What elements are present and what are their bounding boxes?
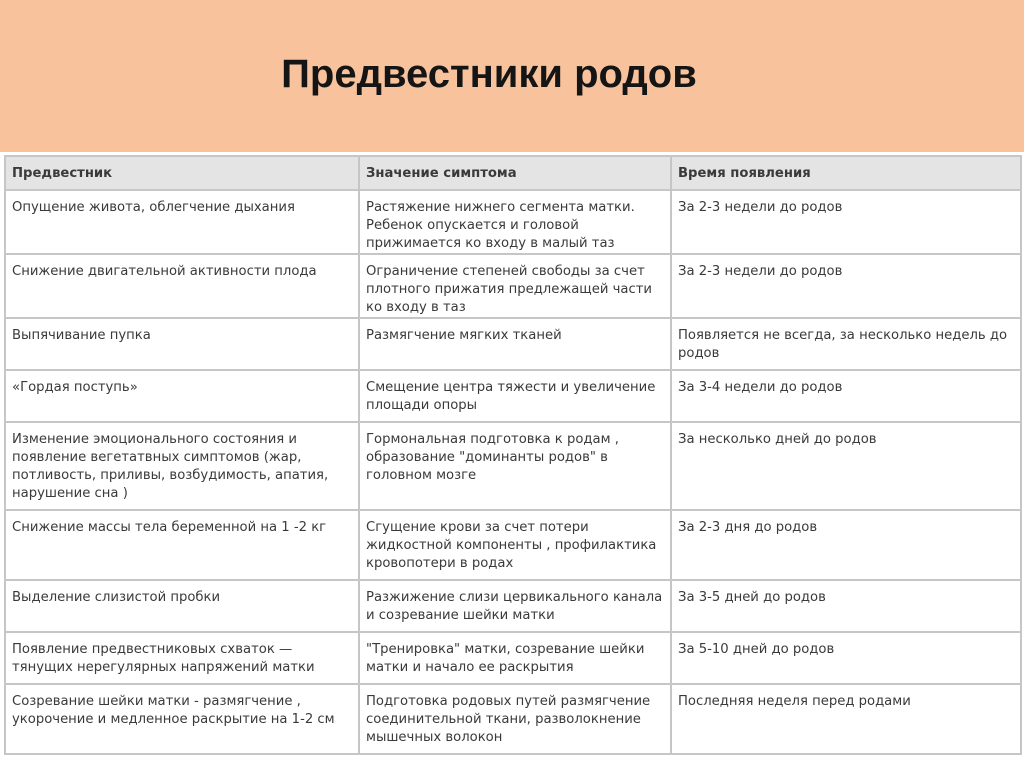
cell-harbinger: «Гордая поступь» (5, 370, 359, 422)
cell-harbinger: Созревание шейки матки - размягчение , укорочение и медленное раскрытие на 1-2 см (5, 684, 359, 754)
cell-meaning: Сгущение крови за счет потери жидкостной компоненты , профилактика кровопотери в родах (359, 510, 671, 580)
header-harbinger: Предвестник (5, 156, 359, 190)
cell-meaning: Размягчение мягких тканей (359, 318, 671, 370)
table-row (5, 190, 1021, 254)
cell-meaning: "Тренировка" матки, созревание шейки матки и начало ее раскрытия (359, 632, 671, 684)
title-bar (0, 0, 1024, 152)
cell-time: За 5-10 дней до родов (671, 632, 1021, 684)
cell-harbinger: Снижение двигательной активности плода (5, 254, 359, 318)
cell-harbinger: Появление предвестниковых схваток — тянущих нерегулярных напряжений матки (5, 632, 359, 684)
cell-time: Последняя неделя перед родами (671, 684, 1021, 754)
table-row (5, 510, 1021, 580)
cell-harbinger: Опущение живота, облегчение дыхания (5, 190, 359, 254)
table-row (5, 684, 1021, 754)
harbingers-table (4, 155, 1022, 755)
cell-harbinger: Выпячивание пупка (5, 318, 359, 370)
cell-meaning: Растяжение нижнего сегмента матки. Ребенок опускается и головой прижимается ко входу в малый таз (359, 190, 671, 254)
cell-time: Появляется не всегда, за несколько недель до родов (671, 318, 1021, 370)
cell-time: За 2-3 недели до родов (671, 254, 1021, 318)
table-row (5, 422, 1021, 510)
slide-title: Предвестники родов (281, 51, 697, 96)
cell-harbinger: Снижение массы тела беременной на 1 -2 кг (5, 510, 359, 580)
cell-meaning: Разжижение слизи цервикального канала и созревание шейки матки (359, 580, 671, 632)
table-header-row (5, 156, 1021, 190)
cell-time: За несколько дней до родов (671, 422, 1021, 510)
table-row (5, 318, 1021, 370)
cell-time: За 2-3 недели до родов (671, 190, 1021, 254)
header-time: Время появления (671, 156, 1021, 190)
cell-meaning: Подготовка родовых путей размягчение соединительной ткани, разволокнение мышечных волокон (359, 684, 671, 754)
cell-harbinger: Выделение слизистой пробки (5, 580, 359, 632)
cell-meaning: Смещение центра тяжести и увеличение площади опоры (359, 370, 671, 422)
table-row (5, 370, 1021, 422)
cell-time: За 3-4 недели до родов (671, 370, 1021, 422)
cell-meaning: Гормональная подготовка к родам , образование "доминанты родов" в головном мозге (359, 422, 671, 510)
table-row (5, 254, 1021, 318)
cell-time: За 2-3 дня до родов (671, 510, 1021, 580)
cell-meaning: Ограничение степеней свободы за счет плотного прижатия предлежащей части ко входу в таз (359, 254, 671, 318)
header-meaning: Значение симптома (359, 156, 671, 190)
cell-time: За 3-5 дней до родов (671, 580, 1021, 632)
table-row (5, 632, 1021, 684)
table-row (5, 580, 1021, 632)
cell-harbinger: Изменение эмоционального состояния и появление вегетатвных симптомов (жар, потливость, приливы, возбудимость, апатия, нарушение сна ) (5, 422, 359, 510)
